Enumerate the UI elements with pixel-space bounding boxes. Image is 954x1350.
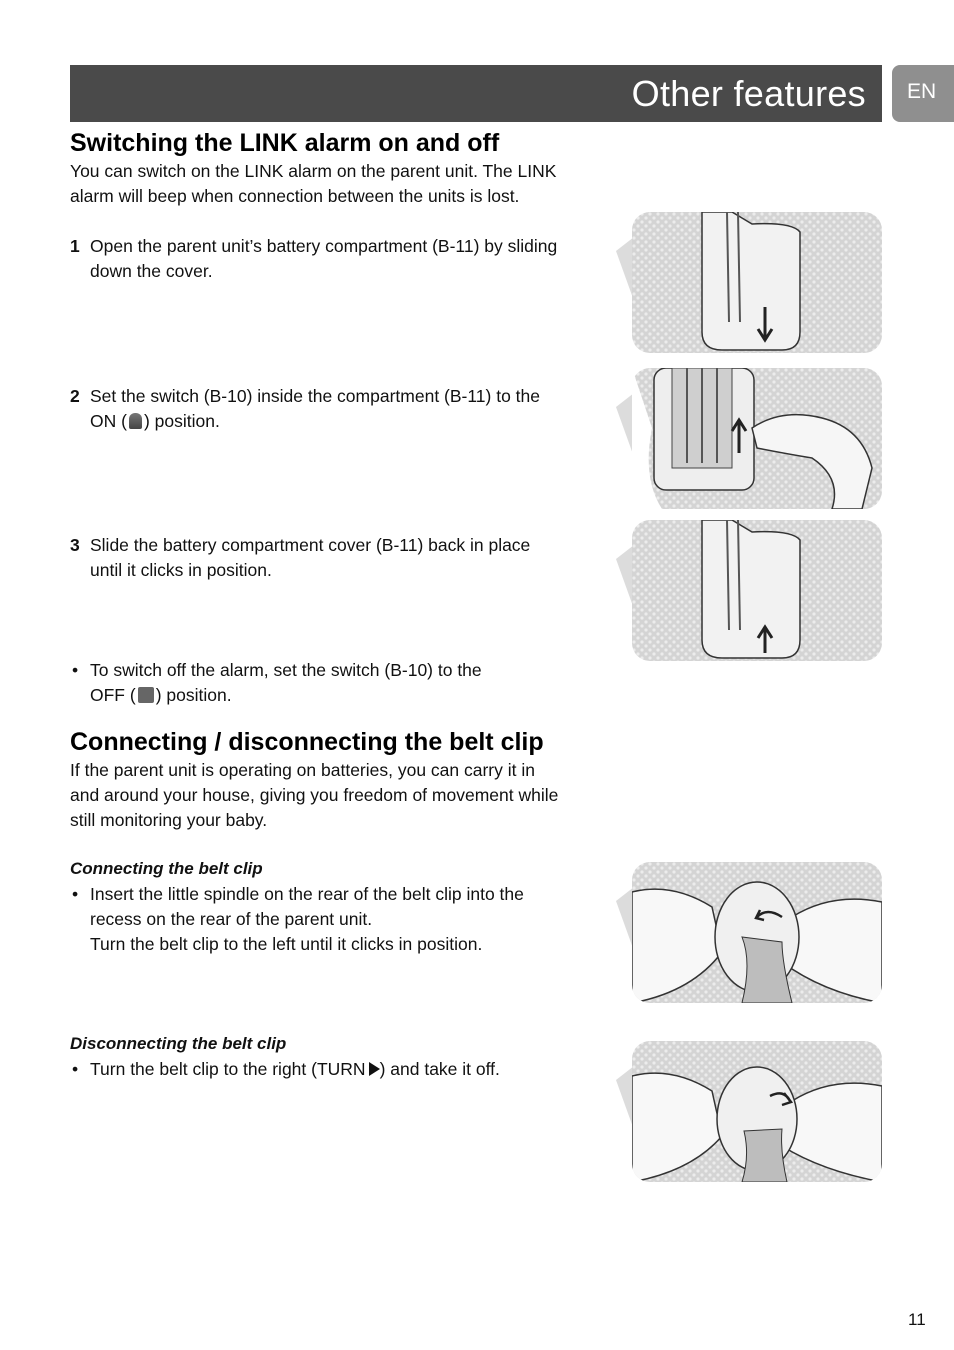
- intro-line: alarm will beep when connection between the units is lost.: [70, 186, 520, 206]
- illustration-open-cover: [632, 212, 882, 353]
- step-line: Set the switch (B-10) inside the compartment (B-11) to the: [90, 386, 541, 406]
- bullet-line: recess on the rear of the parent unit.: [90, 909, 373, 929]
- bullet-text-part: ) position.: [155, 685, 232, 705]
- subheading-connecting: Connecting the belt clip: [70, 859, 263, 878]
- language-label: EN: [907, 80, 937, 103]
- step-text: [90, 533, 610, 583]
- step-line: until it clicks in position.: [90, 560, 272, 580]
- subheading-disconnecting: Disconnecting the belt clip: [70, 1034, 287, 1053]
- bullet-dot: •: [72, 884, 79, 904]
- page-title: Other features: [631, 73, 866, 114]
- intro-line: and around your house, giving you freedom of movement while: [70, 785, 559, 805]
- intro-line: You can switch on the LINK alarm on the parent unit. The LINK: [70, 161, 557, 181]
- belt-clip-intro: [70, 758, 615, 833]
- step-number: 3: [70, 535, 80, 555]
- illustration-detach-belt-clip: [632, 1041, 882, 1182]
- header-bar: [70, 65, 882, 122]
- intro-paragraph: [70, 159, 615, 209]
- bullet-line: Insert the little spindle on the rear of the belt clip into the: [90, 884, 524, 904]
- bullet-text-part: Turn the belt clip to the right (TURN: [90, 1059, 366, 1079]
- bullet-text-part: ) and take it off.: [379, 1059, 500, 1079]
- bullet-text: [90, 882, 610, 957]
- illustration-set-switch: [632, 368, 882, 509]
- illustration-close-cover: [632, 520, 882, 661]
- bullet-dot: •: [72, 1059, 79, 1079]
- bullet-line: [90, 1057, 610, 1082]
- bullet-dot: •: [72, 660, 79, 680]
- bullet-text: [90, 658, 610, 708]
- step-line: Slide the battery compartment cover (B-11) back in place: [90, 535, 531, 555]
- bullet-line: To switch off the alarm, set the switch (B-10) to the: [90, 660, 482, 680]
- step-text: [90, 384, 610, 434]
- step-number: 1: [70, 236, 80, 256]
- bullet-text-part: OFF (: [90, 685, 136, 705]
- page-number: 11: [908, 1310, 926, 1329]
- section-heading-belt-clip: Connecting / disconnecting the belt clip: [70, 728, 544, 756]
- play-triangle-icon: [369, 1062, 380, 1076]
- step-text-part: ) position.: [143, 411, 220, 431]
- bullet-line: Turn the belt clip to the left until it clicks in position.: [90, 934, 483, 954]
- bell-icon: [129, 413, 142, 429]
- language-tab: [892, 65, 954, 122]
- illustration-attach-belt-clip: [632, 862, 882, 1003]
- bullet-text: [90, 1057, 610, 1082]
- intro-line: still monitoring your baby.: [70, 810, 268, 830]
- section-heading-link-alarm: Switching the LINK alarm on and off: [70, 129, 500, 157]
- bullet-line: [90, 683, 610, 708]
- intro-line: If the parent unit is operating on batteries, you can carry it in: [70, 760, 535, 780]
- step-text: [90, 234, 610, 284]
- step-text-part: ON (: [90, 411, 127, 431]
- step-number: 2: [70, 386, 80, 406]
- step-line: [90, 409, 610, 434]
- step-line: down the cover.: [90, 261, 213, 281]
- step-line: Open the parent unit’s battery compartment (B-11) by sliding: [90, 236, 558, 256]
- bell-off-icon: [138, 687, 154, 703]
